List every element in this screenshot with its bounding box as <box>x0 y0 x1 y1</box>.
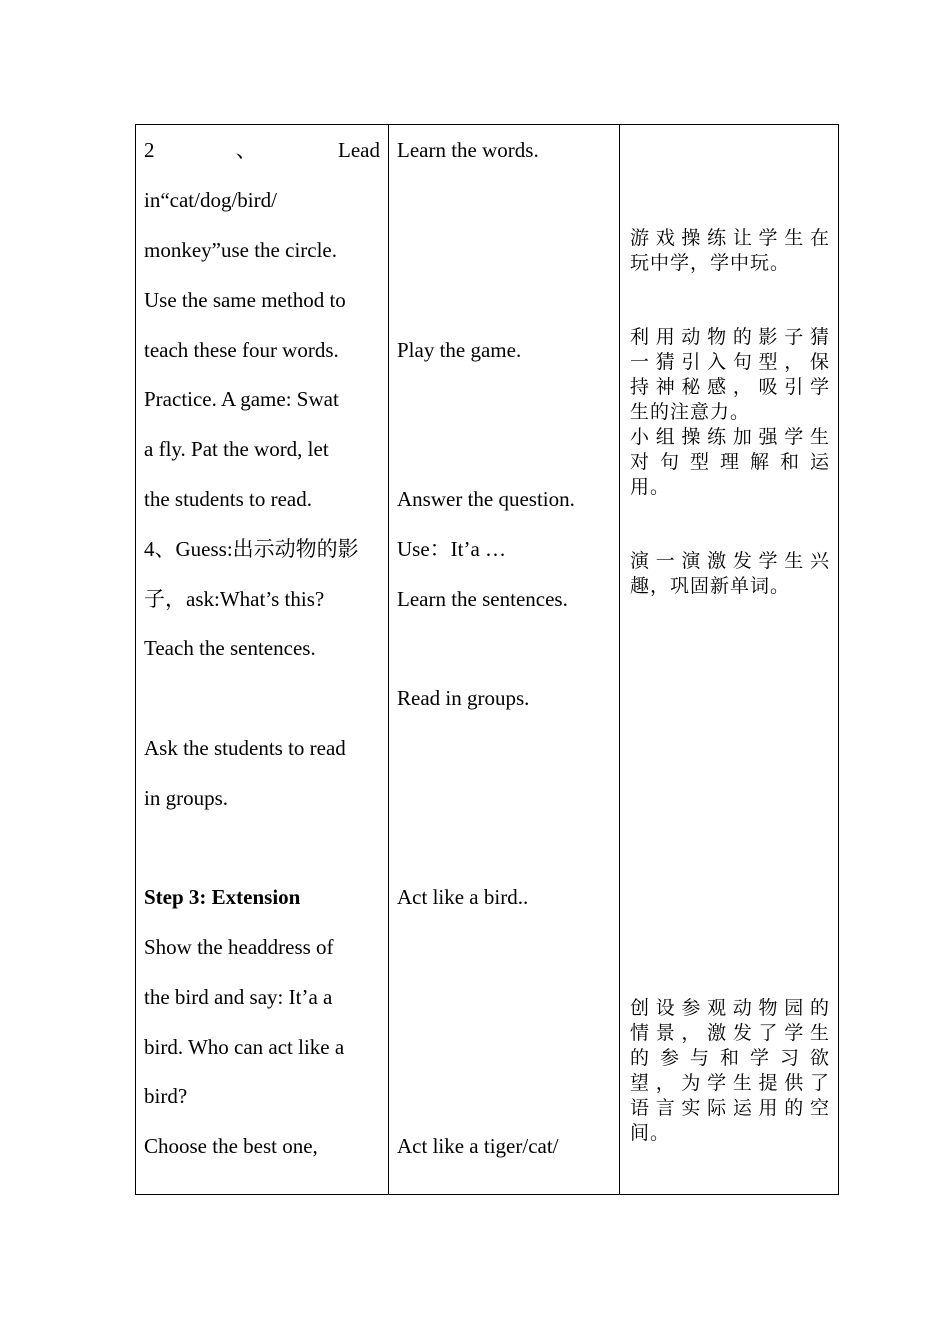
text-line: the bird and say: It’a a <box>144 985 333 1009</box>
intent-line: 对句型理解和运 <box>630 451 830 473</box>
intent-line: 情景，激发了学生 <box>630 1022 830 1044</box>
column-divider <box>388 125 389 1194</box>
intent-line: 生的注意力。 <box>630 401 751 423</box>
intent-line: 利用动物的影子猜 <box>630 326 830 348</box>
lead-in-line <box>144 138 380 162</box>
enumeration-mark: 、 <box>235 138 257 162</box>
intent-line: 游戏操练让学生在 <box>630 227 830 249</box>
intent-block <box>630 425 830 500</box>
text-line: Read in groups. <box>397 686 530 710</box>
step-number: 2 <box>144 138 155 162</box>
text-line: bird? <box>144 1084 188 1108</box>
lead-word: Lead <box>338 138 380 162</box>
intent-line: 一猜引入句型，保 <box>630 351 830 373</box>
text-line: teach these four words. <box>144 338 339 362</box>
text-line: monkey”use the circle. <box>144 238 337 262</box>
text-line: bird. Who can act like a <box>144 1035 345 1059</box>
step-heading: Step 3: Extension <box>144 885 301 909</box>
text-line: Ask the students to read <box>144 736 346 760</box>
text-line: Use the same method to <box>144 288 346 312</box>
intent-block <box>630 325 830 425</box>
intent-line: 间。 <box>630 1122 671 1144</box>
intent-line: 持神秘感，吸引学 <box>630 376 830 398</box>
text-line: Teach the sentences. <box>144 636 316 660</box>
intent-line: 演一演激发学生兴 <box>630 550 830 572</box>
text-line: 4、Guess:出示动物的影 <box>144 537 359 561</box>
intent-line: 语言实际运用的空 <box>630 1097 830 1119</box>
intent-block <box>630 226 830 276</box>
intent-line: 趣，巩固新单词。 <box>630 575 791 597</box>
text-line: Choose the best one, <box>144 1134 318 1158</box>
text-line: in“cat/dog/bird/ <box>144 188 277 212</box>
text-line: Play the game. <box>397 338 522 362</box>
text-line: a fly. Pat the word, let <box>144 437 329 461</box>
text-line: Act like a tiger/cat/ <box>397 1134 559 1158</box>
intent-line: 望，为学生提供了 <box>630 1072 830 1094</box>
column-divider <box>619 125 620 1194</box>
text-line: 子，ask:What’s this? <box>144 587 325 611</box>
text-line: Show the headdress of <box>144 935 334 959</box>
intent-line: 的参与和学习欲 <box>630 1047 830 1069</box>
intent-line: 玩中学，学中玩。 <box>630 252 791 274</box>
text-line: in groups. <box>144 786 228 810</box>
text-line: Learn the words. <box>397 138 539 162</box>
intent-line: 创设参观动物园的 <box>630 997 830 1019</box>
text-line: Act like a bird.. <box>397 885 529 909</box>
intent-block <box>630 549 830 599</box>
intent-line: 用。 <box>630 476 671 498</box>
text-line: the students to read. <box>144 487 312 511</box>
intent-block <box>630 996 830 1146</box>
text-line: Learn the sentences. <box>397 587 568 611</box>
text-line: Answer the question. <box>397 487 575 511</box>
intent-line: 小组操练加强学生 <box>630 426 830 448</box>
text-line: Practice. A game: Swat <box>144 387 339 411</box>
text-line: Use：It’a … <box>397 537 507 561</box>
